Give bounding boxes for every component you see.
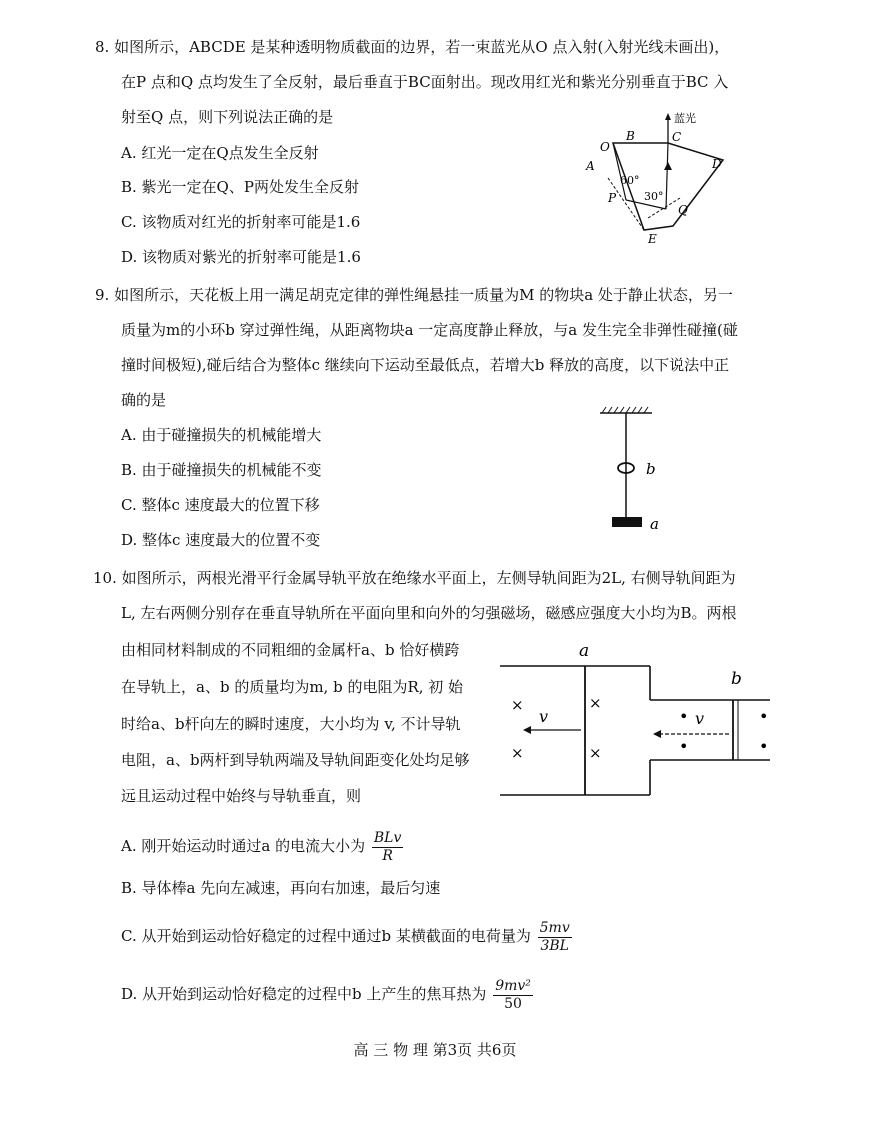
q8-angle-60: 60°	[620, 174, 640, 187]
q9-spring-figure	[590, 405, 680, 535]
q9-option-d: D. 整体c 速度最大的位置不变	[121, 531, 321, 549]
q10-dot-4: •	[759, 737, 769, 756]
q10-dot-3: •	[759, 707, 769, 726]
q10-option-a-numerator: BLv	[373, 829, 402, 846]
q10-option-d-text: D. 从开始到运动恰好稳定的过程中b 上产生的焦耳热为	[121, 985, 487, 1003]
q10-side-line-4: 电阻，a、b两杆到导轨两端及导轨间距变化处均足够	[121, 751, 470, 769]
q8-line-3: 射至Q 点，则下列说法正确的是	[121, 108, 334, 126]
q8-label-q: Q	[678, 203, 688, 217]
page-footer: 高 三 物 理 第3页 共6页	[353, 1041, 517, 1059]
q8-option-c: C. 该物质对红光的折射率可能是1.6	[121, 213, 361, 231]
q8-label-c: C	[672, 130, 682, 144]
q10-dot-2: •	[679, 737, 689, 756]
q9-block	[612, 517, 642, 527]
q10-option-c-text: C. 从开始到运动恰好稳定的过程中通过b 某横截面的电荷量为	[121, 927, 531, 945]
q8-option-a: A. 红光一定在Q点发生全反射	[121, 144, 319, 162]
q10-line-2: L, 左右两侧分别存在垂直导轨所在平面向里和向外的匀强磁场，磁感应强度大小均为B。两根	[121, 604, 737, 622]
q10-option-a-text: A. 刚开始运动时通过a 的电流大小为	[121, 837, 366, 855]
q8-option-d: D. 该物质对紫光的折射率可能是1.6	[121, 248, 361, 266]
q10-option-d-denominator: 50	[504, 995, 522, 1012]
q10-option-c-fraction	[538, 920, 572, 955]
q9-option-c: C. 整体c 速度最大的位置下移	[121, 496, 320, 514]
q10-option-c	[121, 916, 572, 956]
q10-side-line-5: 远且运动过程中始终与导轨垂直，则	[121, 787, 362, 805]
q8-line-1: 8. 如图所示，ABCDE 是某种透明物质截面的边界，若一束蓝光从O 点入射(入射光线未画出)，	[95, 38, 730, 56]
q9-line-1: 9. 如图所示，天花板上用一满足胡克定律的弹性绳悬挂一质量为M 的物块a 处于静止状态，另一	[95, 286, 733, 304]
q10-option-c-numerator: 5mv	[539, 919, 570, 936]
q10-cross-1: ×	[511, 696, 524, 714]
q10-option-c-denominator: 3BL	[540, 937, 569, 954]
q9-option-a: A. 由于碰撞损失的机械能增大	[121, 426, 322, 444]
q9-option-b: B. 由于碰撞损失的机械能不变	[121, 461, 322, 479]
q10-velocity-b: v	[695, 709, 705, 728]
q10-option-a-denominator: R	[382, 847, 393, 864]
q8-line-2: 在P 点和Q 点均发生了全反射，最后垂直于BC面射出。现改用红光和紫光分别垂直于BC 入	[121, 73, 729, 91]
q10-option-b: B. 导体棒a 先向左减速，再向右加速，最后匀速	[121, 879, 441, 897]
q10-option-a	[121, 826, 403, 866]
q10-cross-2: ×	[511, 744, 524, 762]
q9-line-4: 确的是	[121, 391, 167, 409]
q10-line-1: 10. 如图所示，两根光滑平行金属导轨平放在绝缘水平面上，左侧导轨间距为2L, 右侧导轨间距为	[93, 569, 736, 587]
q10-option-d	[121, 974, 533, 1014]
q8-prism-figure	[578, 108, 738, 248]
q8-label-b: B	[626, 129, 635, 143]
q9-line-2: 质量为m的小环b 穿过弹性绳，从距离物块a 一定高度静止释放，与a 发生完全非弹性碰撞(碰	[121, 321, 738, 339]
q10-option-d-fraction	[493, 978, 533, 1013]
q10-option-a-fraction	[372, 830, 404, 865]
q8-label-e: E	[648, 232, 657, 246]
q9-label-a: a	[650, 515, 659, 533]
q10-side-line-3: 时给a、b杆向左的瞬时速度，大小均为 v, 不计导轨	[121, 715, 461, 733]
q9-line-3: 撞时间极短),碰后结合为整体c 继续向下运动至最低点，若增大b 释放的高度，以下说法中正	[121, 356, 730, 374]
q10-option-d-numerator: 9mv²	[495, 977, 531, 994]
q8-label-light: 蓝光	[674, 112, 696, 125]
q8-label-o: O	[600, 140, 610, 154]
q10-dot-1: •	[679, 707, 689, 726]
q8-angle-30: 30°	[644, 190, 664, 203]
q8-label-a: A	[586, 159, 595, 173]
q10-rails-figure	[495, 638, 775, 803]
q10-cross-3: ×	[589, 694, 602, 712]
q10-side-line-2: 在导轨上，a、b 的质量均为m, b 的电阻为R, 初 始	[121, 678, 464, 696]
q10-label-b: b	[731, 669, 742, 689]
q10-label-a: a	[579, 641, 590, 661]
q8-label-p: P	[608, 191, 617, 205]
q10-cross-4: ×	[589, 744, 602, 762]
q8-label-d: D	[712, 157, 722, 171]
q9-label-b: b	[646, 460, 656, 478]
q10-velocity-a: v	[539, 707, 549, 726]
q10-side-line-1: 由相同材料制成的不同粗细的金属杆a、b 恰好横跨	[121, 641, 460, 659]
q8-option-b: B. 紫光一定在Q、P两处发生全反射	[121, 178, 359, 196]
